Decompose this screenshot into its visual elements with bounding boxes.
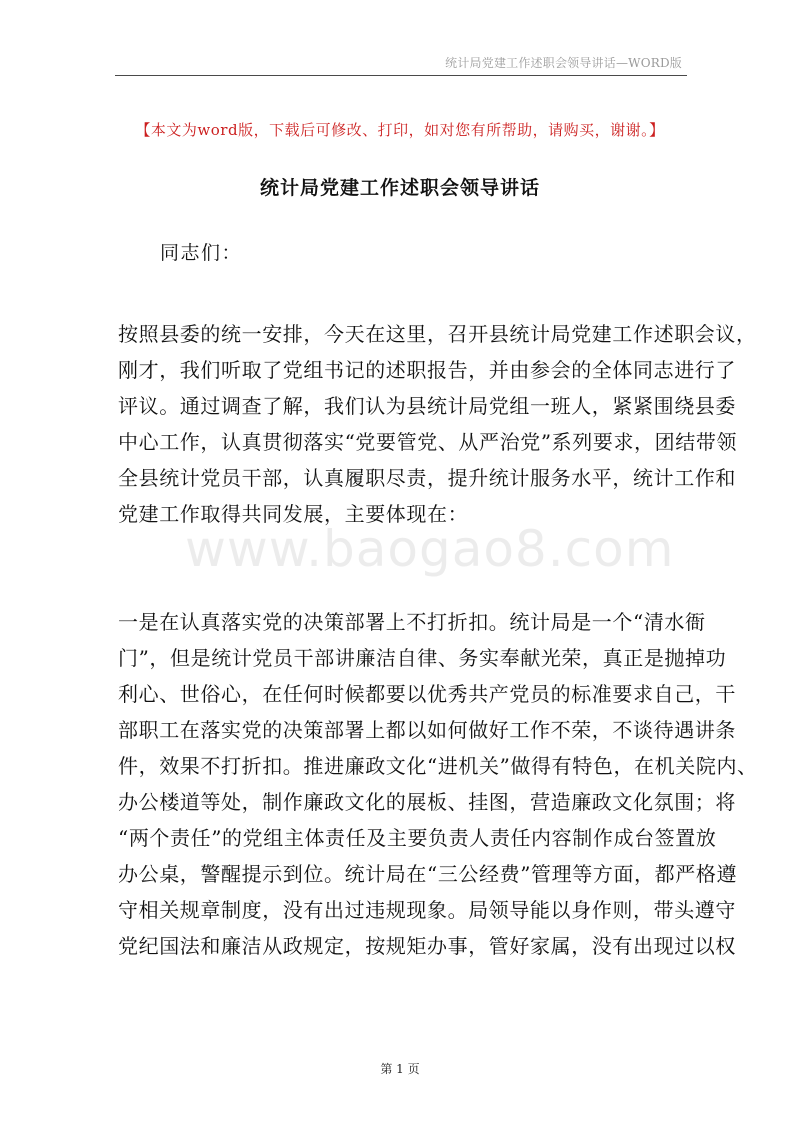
salutation: 同志们： bbox=[160, 242, 243, 264]
paragraph-line: 党建工作取得共同发展，主要体现在： bbox=[118, 502, 469, 526]
paragraph-line: 按照县委的统一安排，今天在这里，召开县统计局党建工作述职会议， bbox=[118, 322, 757, 346]
header-divider bbox=[115, 75, 687, 76]
paragraph-line: 评议。通过调查了解，我们认为县统计局党组一班人，紧紧围绕县委 bbox=[118, 394, 736, 418]
paragraph-line: “两个责任”的党组主体责任及主要负责人责任内容制作成台签置放 bbox=[118, 826, 717, 850]
document-title: 统计局党建工作述职会领导讲话 bbox=[259, 177, 540, 199]
paragraph-line: 件，效果不打折扣。推进廉政文化“进机关”做得有特色，在机关院内、 bbox=[118, 754, 758, 778]
paragraph-line: 一是在认真落实党的决策部署上不打折扣。统计局是一个“清水衙 bbox=[118, 610, 706, 634]
paragraph-line: 门”，但是统计党员干部讲廉洁自律、务实奉献光荣，真正是抛掉功 bbox=[118, 646, 727, 670]
paragraph-line: 守相关规章制度，没有出过违规现象。局领导能以身作则，带头遵守 bbox=[118, 898, 736, 922]
watermark-text: www.baogao8.com bbox=[185, 520, 675, 578]
paragraph-line: 刚才，我们听取了党组书记的述职报告，并由参会的全体同志进行了 bbox=[118, 358, 736, 382]
paragraph-line: 办公桌，警醒提示到位。统计局在“三公经费”管理等方面，都严格遵 bbox=[118, 862, 738, 886]
paragraph-line: 利心、世俗心，在任何时候都要以优秀共产党员的标准要求自己，干 bbox=[118, 682, 736, 706]
paragraph-2 bbox=[118, 604, 758, 964]
paragraph-line: 中心工作，认真贯彻落实“党要管党、从严治党”系列要求，团结带领 bbox=[118, 430, 738, 454]
paragraph-1 bbox=[118, 316, 757, 532]
running-header: 统计局党建工作述职会领导讲话—WORD版 bbox=[445, 56, 682, 70]
purchase-notice: 【本文为word版，下载后可修改、打印，如对您有所帮助，请购买，谢谢。】 bbox=[135, 121, 665, 139]
paragraph-line: 部职工在落实党的决策部署上都以如何做好工作不荣，不谈待遇讲条 bbox=[118, 718, 736, 742]
paragraph-line: 办公楼道等处，制作廉政文化的展板、挂图，营造廉政文化氛围；将 bbox=[118, 790, 736, 814]
paragraph-line: 全县统计党员干部，认真履职尽责，提升统计服务水平，统计工作和 bbox=[118, 466, 736, 490]
page-number: 第 1 页 bbox=[380, 1062, 420, 1076]
paragraph-line: 党纪国法和廉洁从政规定，按规矩办事，管好家属，没有出现过以权 bbox=[118, 934, 736, 958]
